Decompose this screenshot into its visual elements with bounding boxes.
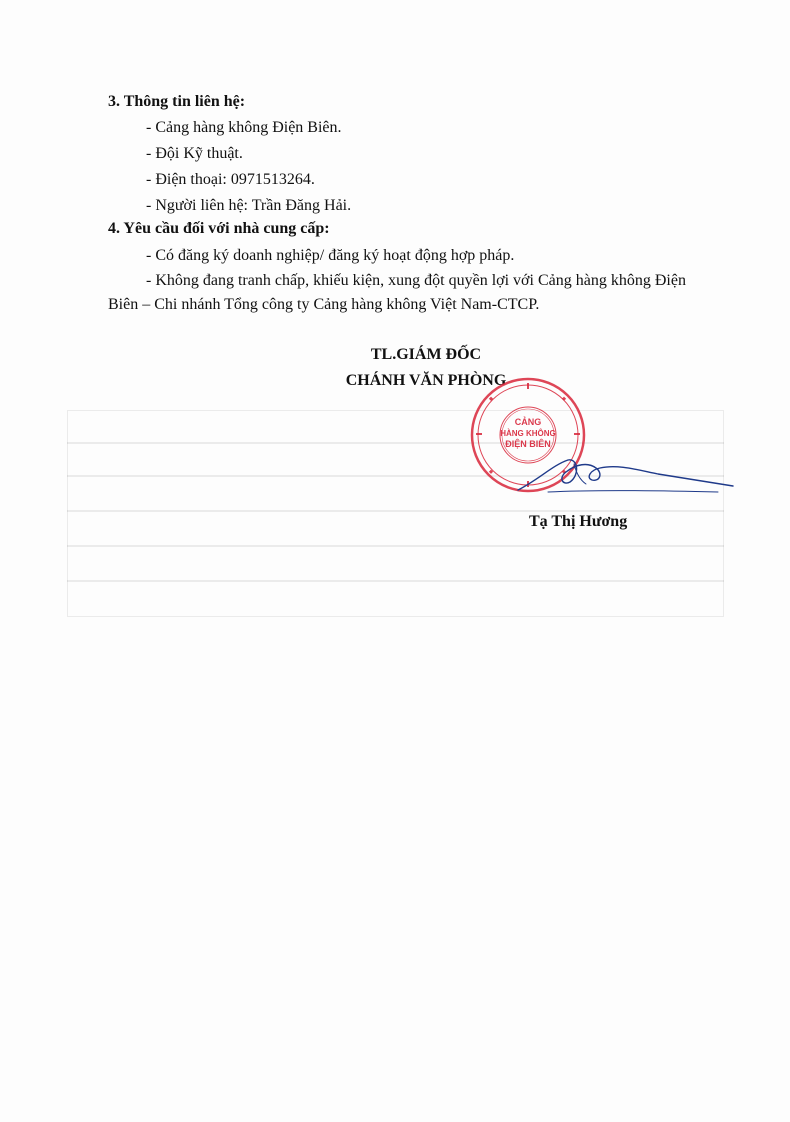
requirement-line: - Không đang tranh chấp, khiếu kiện, xung đột quyền lợi với Cảng hàng không Điện	[146, 272, 686, 289]
bleed-table-line	[67, 580, 724, 582]
signature-title-director: TL.GIÁM ĐỐC	[370, 346, 482, 363]
handwritten-signature	[508, 420, 738, 520]
signer-name: Tạ Thị Hương	[529, 513, 628, 530]
bleed-table-line	[67, 545, 724, 547]
section-heading-contact: 3. Thông tin liên hệ:	[108, 93, 246, 110]
contact-line: - Người liên hệ: Trần Đăng Hải.	[146, 197, 352, 214]
stamp-text: CẢNG	[514, 417, 542, 427]
stamp-text: ĐIỆN BIÊN	[505, 439, 551, 449]
contact-line: - Đội Kỹ thuật.	[146, 145, 243, 162]
signature-title-office: CHÁNH VĂN PHÒNG	[345, 372, 507, 389]
requirement-line: Biên – Chi nhánh Tổng công ty Cảng hàng không Việt Nam-CTCP.	[108, 296, 540, 313]
contact-line: - Điện thoại: 0971513264.	[146, 171, 315, 188]
contact-line: - Cảng hàng không Điện Biên.	[146, 119, 342, 136]
stamp-text: HÀNG KHÔNG	[500, 429, 556, 438]
section-heading-requirements: 4. Yêu cầu đối với nhà cung cấp:	[108, 220, 330, 237]
requirement-line: - Có đăng ký doanh nghiệp/ đăng ký hoạt động hợp pháp.	[146, 247, 515, 264]
